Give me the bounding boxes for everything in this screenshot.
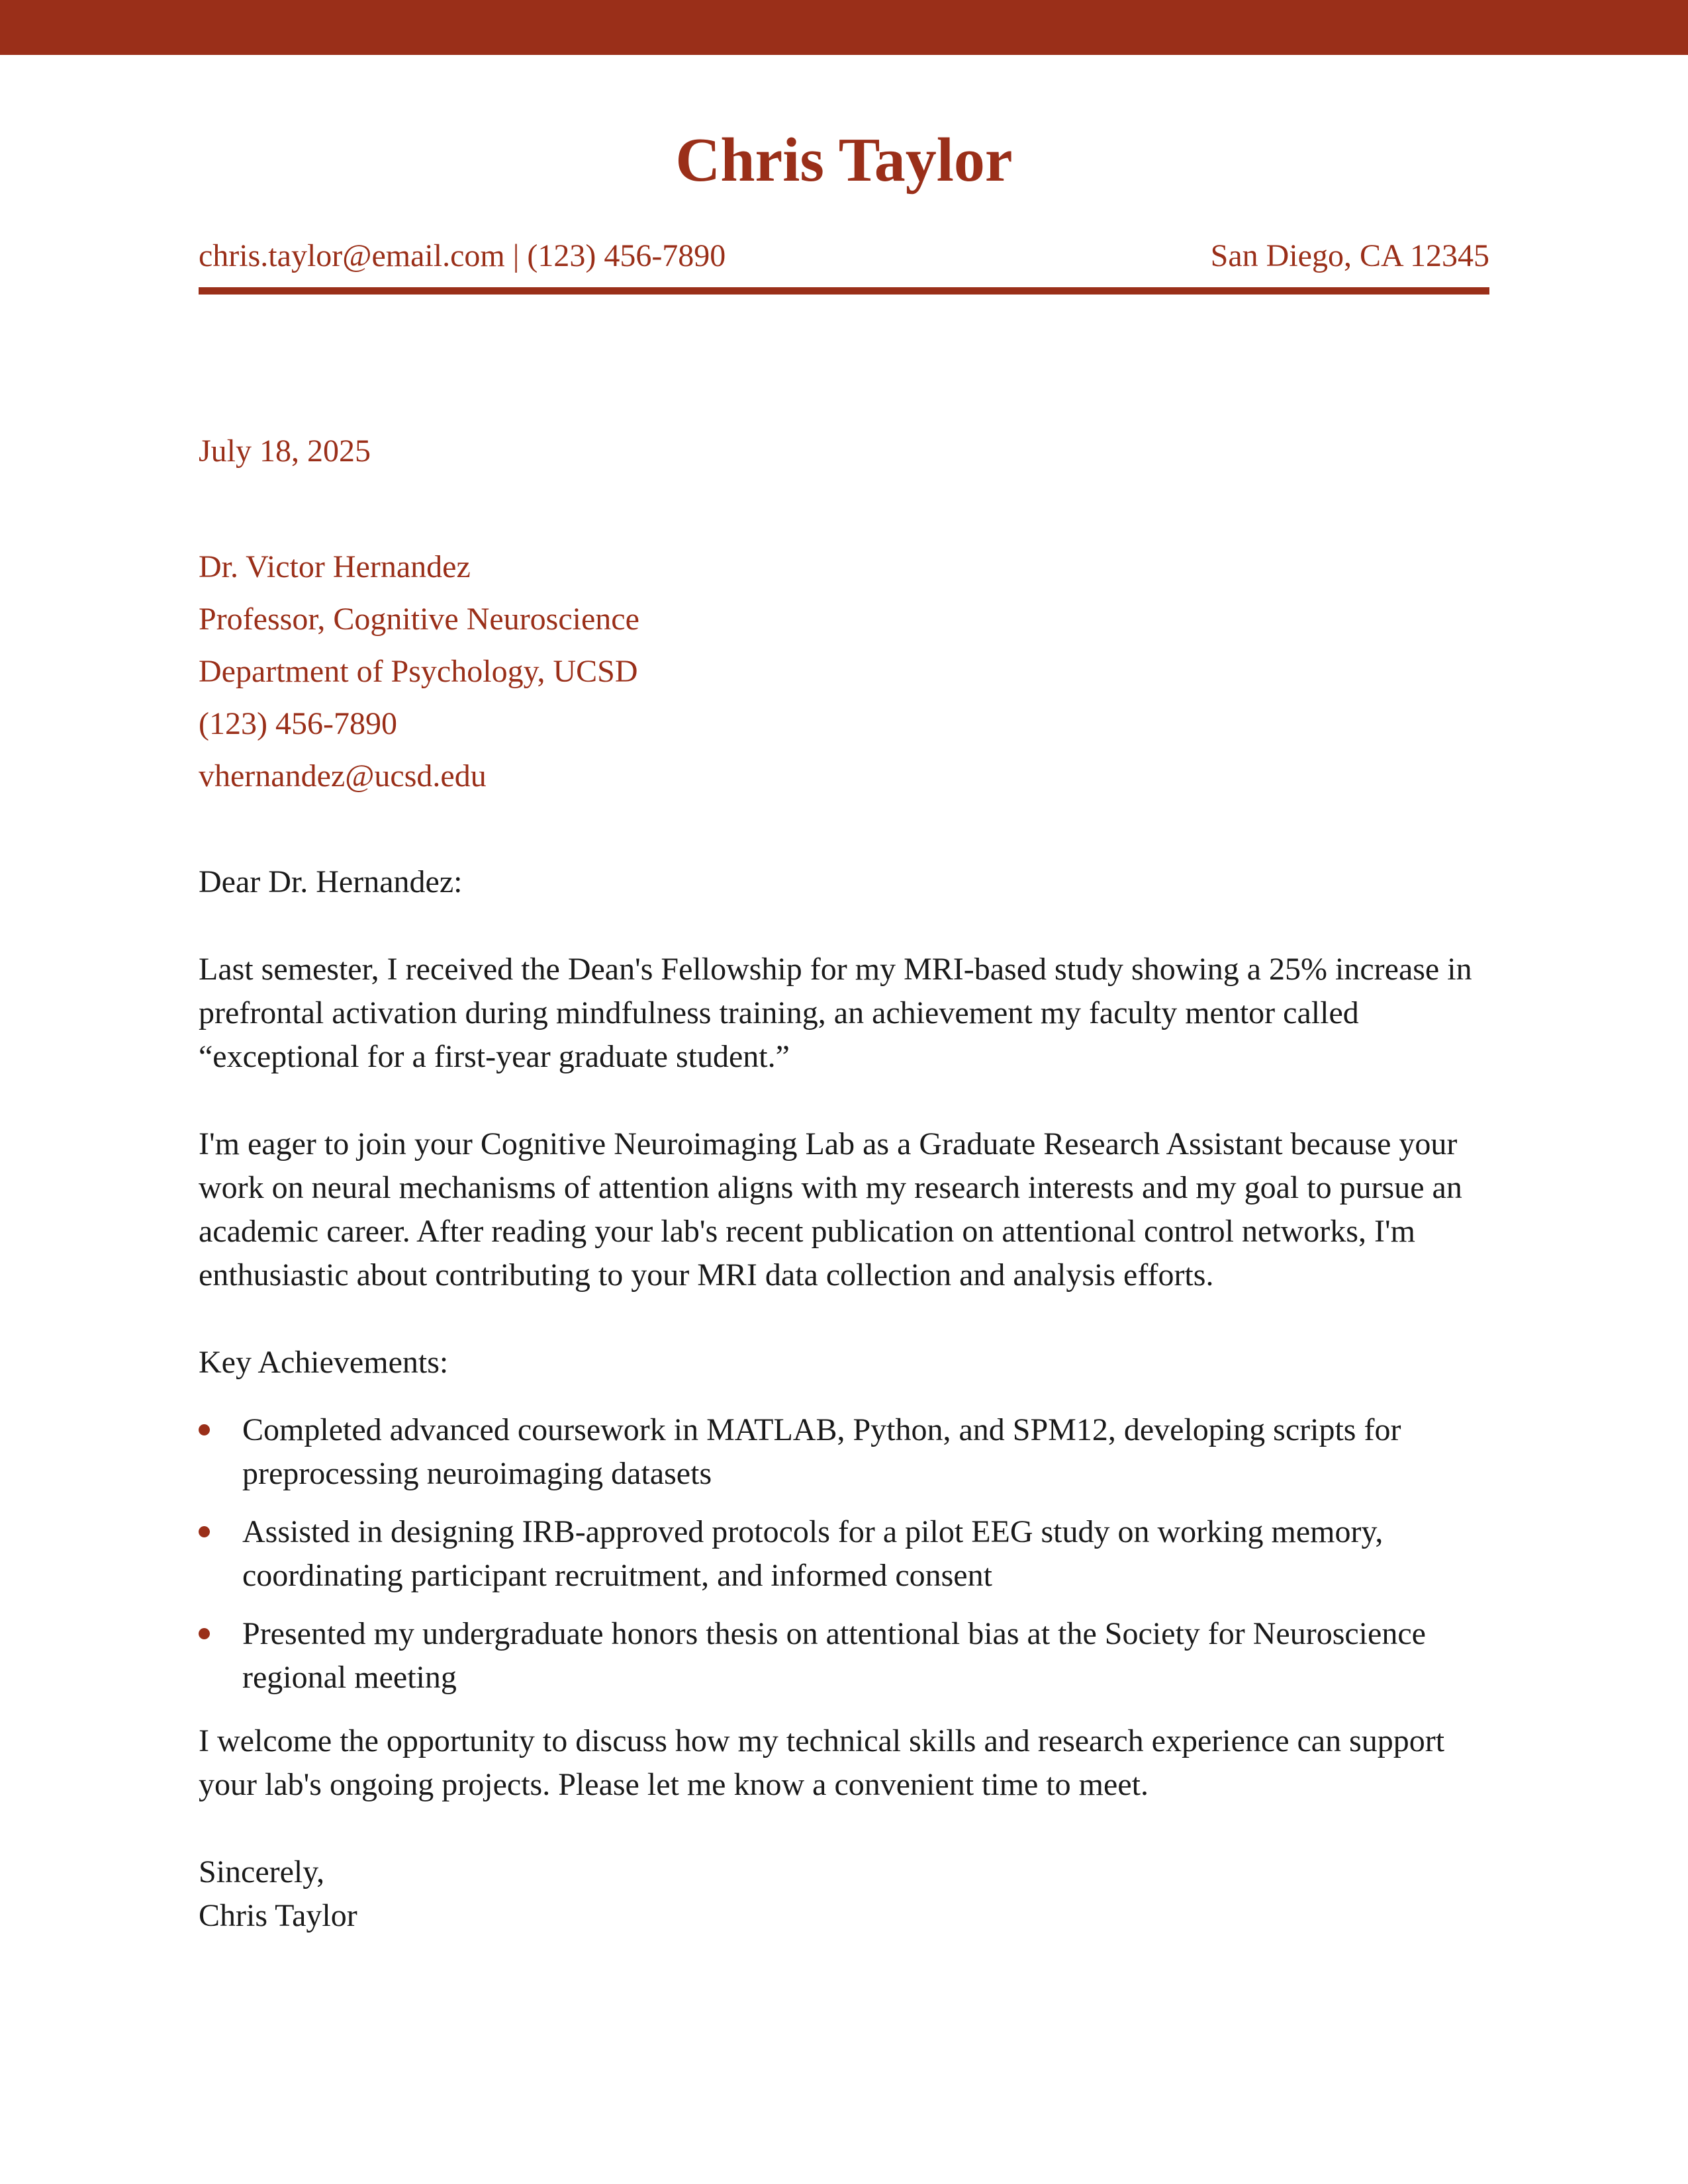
achievement-text: Assisted in designing IRB-approved protocols for a pilot EEG study on working memory, coordinating participant recruitment, and informed consent (242, 1514, 1383, 1593)
recipient-block (199, 541, 639, 802)
recipient-title: Professor, Cognitive Neuroscience (199, 602, 639, 637)
achievements-list (199, 1408, 1496, 1700)
contact-details (199, 237, 726, 275)
sender-phone: (123) 456-7890 (527, 238, 726, 273)
list-item (199, 1510, 1496, 1598)
recipient-name: Dr. Victor Hernandez (199, 549, 471, 584)
bullet-icon (199, 1628, 210, 1639)
list-item (199, 1408, 1496, 1496)
sender-location: San Diego, CA 12345 (1210, 238, 1489, 273)
body-paragraph: Last semester, I received the Dean's Fellowship for my MRI-based study showing a 25% increase in prefrontal activation during mindfulness training, an achievement my faculty mentor called “exceptional for a first-year graduate student.” (199, 952, 1472, 1074)
achievement-text: Presented my undergraduate honors thesis on attentional bias at the Society for Neuroscience regional meeting (242, 1616, 1426, 1695)
salutation: Dear Dr. Hernandez: (199, 864, 463, 899)
achievement-text: Completed advanced coursework in MATLAB, Python, and SPM12, developing scripts for preprocessing neuroimaging datasets (242, 1412, 1401, 1491)
signature-name: Chris Taylor (199, 1898, 357, 1933)
bullet-icon (199, 1526, 210, 1537)
letter-body (199, 860, 1496, 1938)
bullet-icon (199, 1424, 210, 1435)
closing-paragraph: I welcome the opportunity to discuss how my technical skills and research experience can support your lab's ongoing projects. Please let me know a convenient time to meet. (199, 1723, 1445, 1802)
sign-off: Sincerely, (199, 1854, 325, 1889)
sender-email[interactable]: chris.taylor@email.com (199, 238, 505, 273)
sender-name: Chris Taylor (675, 126, 1013, 195)
top-accent-bar (0, 0, 1688, 55)
achievements-heading: Key Achievements: (199, 1345, 449, 1380)
body-paragraph: I'm eager to join your Cognitive Neuroimaging Lab as a Graduate Research Assistant because your work on neural mechanisms of attention aligns with my research interests and my goal to pursue an academic career. After reading your lab's recent publication on attentional control networks, I'm enthusiastic about contributing to your MRI data collection and analysis efforts. (199, 1126, 1462, 1293)
contact-row (199, 237, 1489, 275)
header-divider (199, 287, 1489, 295)
contact-separator: | (504, 238, 528, 273)
recipient-email[interactable]: vhernandez@ucsd.edu (199, 758, 487, 794)
recipient-department: Department of Psychology, UCSD (199, 654, 638, 689)
recipient-phone: (123) 456-7890 (199, 706, 397, 741)
list-item (199, 1612, 1496, 1700)
letter-date: July 18, 2025 (199, 433, 371, 469)
